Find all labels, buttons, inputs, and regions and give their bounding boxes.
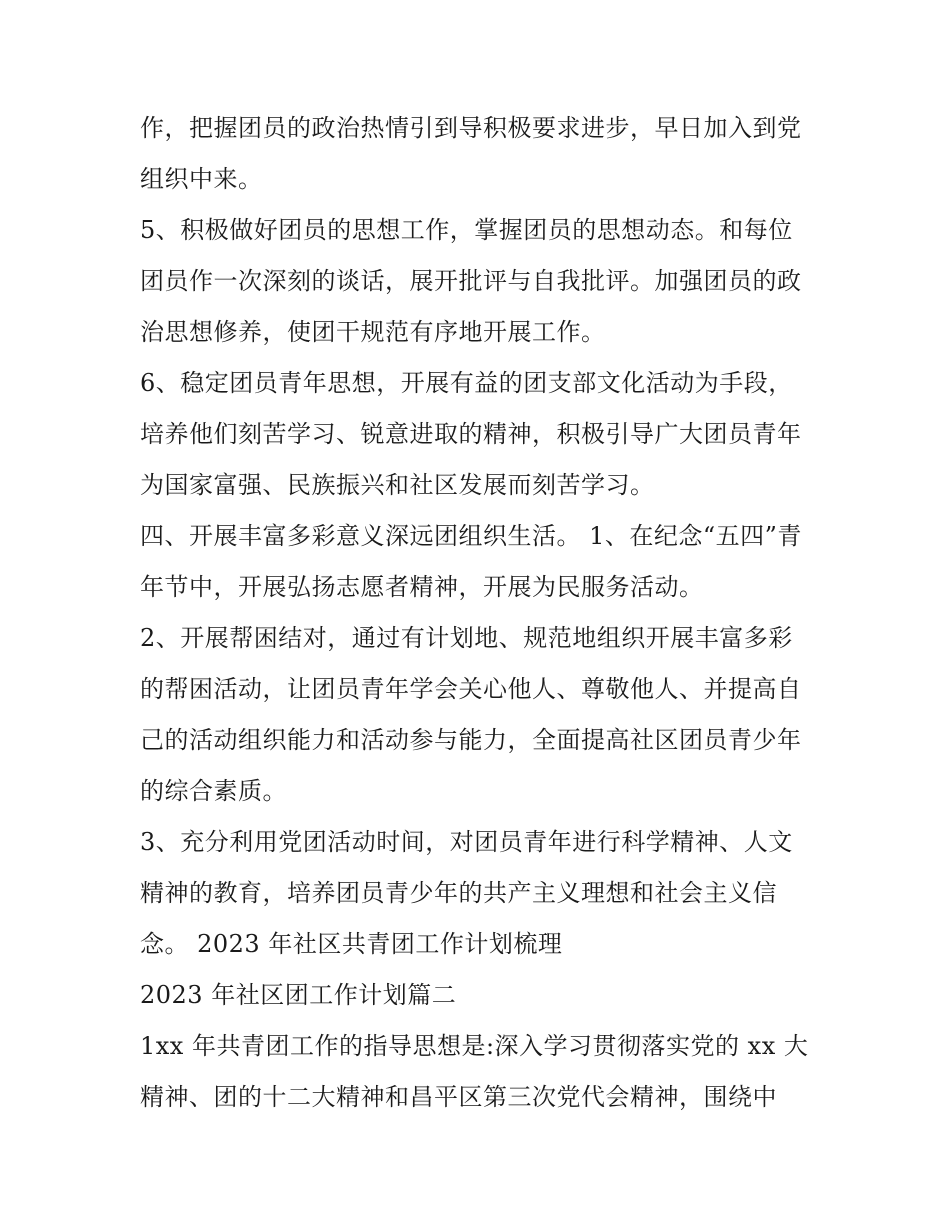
text-line: 年节中，开展弘扬志愿者精神，开展为民服务活动。: [140, 573, 704, 601]
text-line: 精神的教育，培养团员青少年的共产主义理想和社会主义信: [140, 879, 777, 907]
text-line: 6、稳定团员青年思想，开展有益的团支部文化活动为手段，: [140, 369, 793, 397]
text-line: 为国家富强、民族振兴和社区发展而刻苦学习。: [140, 471, 655, 499]
text-line: 念。 2023 年社区共青团工作计划梳理: [140, 930, 563, 958]
text-line: 四、开展丰富多彩意义深远团组织生活。 1、在纪念“五四”青: [140, 522, 802, 550]
text-line: 的综合素质。: [140, 777, 287, 805]
text-line: 2023 年社区团工作计划篇二: [140, 981, 457, 1009]
text-line: 3、充分利用党团活动时间，对团员青年进行科学精神、人文: [140, 828, 793, 856]
text-line: 培养他们刻苦学习、锐意进取的精神，积极引导广大团员青年: [140, 420, 802, 448]
text-line: 精神、团的十二大精神和昌平区第三次党代会精神，围绕中: [140, 1083, 777, 1111]
text-line: 己的活动组织能力和活动参与能力，全面提高社区团员青少年: [140, 726, 802, 754]
text-line: 1xx 年共青团工作的指导思想是:深入学习贯彻落实党的 xx 大: [140, 1032, 809, 1060]
text-line: 治思想修养，使团干规范有序地开展工作。: [140, 318, 606, 346]
text-line: 5、积极做好团员的思想工作，掌握团员的思想动态。和每位: [140, 216, 793, 244]
text-line: 组织中来。: [140, 165, 263, 193]
text-line: 团员作一次深刻的谈话，展开批评与自我批评。加强团员的政: [140, 267, 802, 295]
text-line: 作，把握团员的政治热情引到导积极要求进步，早日加入到党: [140, 114, 802, 142]
text-line: 的帮困活动，让团员青年学会关心他人、尊敬他人、并提高自: [140, 675, 802, 703]
text-line: 2、开展帮困结对，通过有计划地、规范地组织开展丰富多彩: [140, 624, 793, 652]
